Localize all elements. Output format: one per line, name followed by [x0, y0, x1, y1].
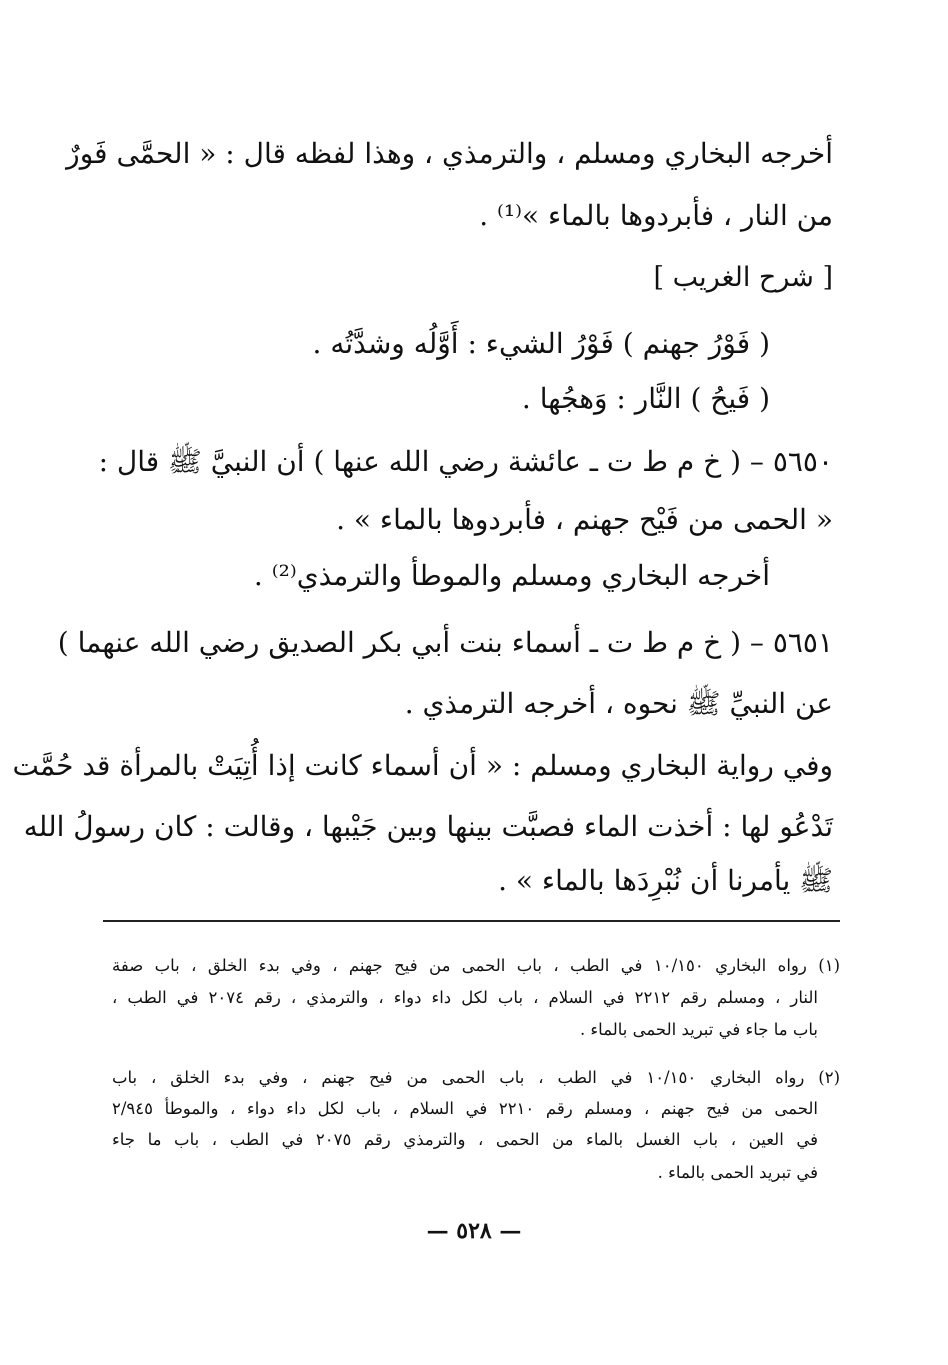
- page-number: — ٥٢٨ —: [426, 1218, 522, 1244]
- body-line-12: تَدْعُو لها : أخذت الماء فصبَّت بينها وبين جَيْبها ، وقالت : كان رسولُ الله: [23, 810, 833, 843]
- footnote-1-line-2: النار ، ومسلم رقم ٢٢١٢ في السلام ، باب لكل داء دواء ، والترمذي ، رقم ٢٠٧٤ في الطب ،: [112, 988, 819, 1007]
- body-line-8: أخرجه البخاري ومسلم والموطأ والترمذي⁽²⁾ .: [253, 559, 770, 592]
- footnote-divider: [103, 920, 840, 922]
- footnote-1-line-3: باب ما جاء في تبريد الحمى بالماء .: [579, 1020, 818, 1039]
- body-line-5: ( فَيحُ ) النَّار : وَهجُها .: [521, 382, 770, 415]
- body-line-2: من النار ، فأبردوها بالماء »⁽¹⁾ .: [479, 199, 833, 232]
- section-heading-sharh-al-gharib: [ شرح الغريب ]: [653, 262, 833, 293]
- body-line-4: ( فَوْرُ جهنم ) فَوْرُ الشيء : أَوَّلُه وشدَّتُه .: [312, 327, 770, 360]
- body-line-10: عن النبيِّ ﷺ نحوه ، أخرجه الترمذي .: [404, 687, 833, 720]
- footnote-2-line-2: الحمى من فيح جهنم ، ومسلم رقم ٢٢١٠ في السلام ، باب لكل داء دواء ، والموطأ ٢/٩٤٥: [112, 1099, 818, 1118]
- footnote-1-line-1: (١) رواه البخاري ١٠/١٥٠ في الطب ، باب الحمى من فيح جهنم ، وفي بدء الخلق ، باب صفة: [112, 956, 840, 975]
- hadith-5650-header: ٥٦٥٠ – ( خ م ط ت ـ عائشة رضي الله عنها ) أن النبيَّ ﷺ قال :: [98, 445, 833, 478]
- footnote-2-line-4: في تبريد الحمى بالماء .: [657, 1163, 818, 1182]
- body-line-1: أخرجه البخاري ومسلم ، والترمذي ، وهذا لفظه قال : « الحمَّى فَورٌ: [66, 137, 833, 170]
- body-line-13: ﷺ يأمرنا أن نُبْرِدَها بالماء » .: [498, 864, 833, 897]
- body-line-11: وفي رواية البخاري ومسلم : « أن أسماء كانت إذا أُتِيَتْ بالمرأة قد حُمَّت: [12, 749, 833, 782]
- footnote-2-line-3: في العين ، باب الغسل بالماء من الحمى ، والترمذي رقم ٢٠٧٥ في الطب ، باب ما جاء: [112, 1130, 819, 1149]
- hadith-5651-header: ٥٦٥١ – ( خ م ط ت ـ أسماء بنت أبي بكر الصديق رضي الله عنهما ): [57, 626, 833, 659]
- body-line-7: « الحمى من فَيْح جهنم ، فأبردوها بالماء » .: [336, 503, 833, 536]
- footnote-2-line-1: (٢) رواه البخاري ١٠/١٥٠ في الطب ، باب الحمى من فيح جهنم ، وفي بدء الخلق ، باب: [112, 1068, 840, 1087]
